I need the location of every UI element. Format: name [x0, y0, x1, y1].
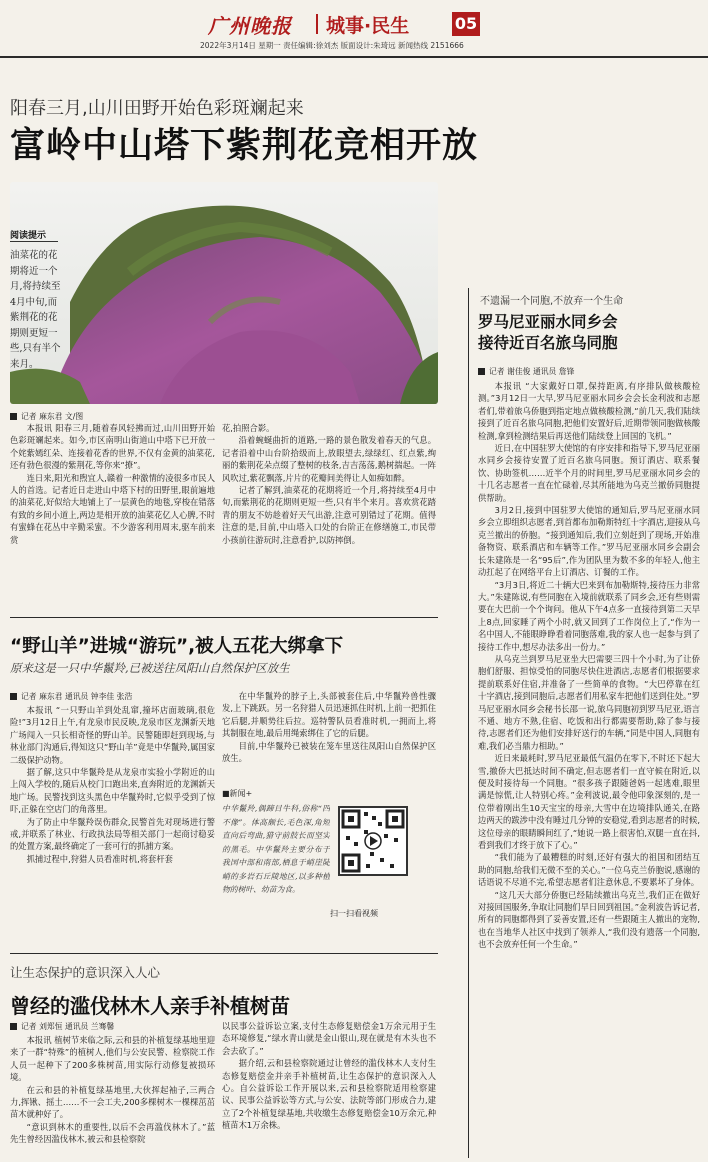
masthead-divider	[316, 14, 318, 34]
video-qr-code[interactable]	[338, 806, 408, 876]
paragraph: 近日,在中国驻罗大使馆的有序安排和指导下,罗马尼亚丽水同乡会接待安置了近百名旅乌同胞。预订酒店、联系餐饮、协助签机……近半个月的时间里,罗马尼亚丽水同乡会的十几名志愿者一直在忙碌着,尽其所能地为乌克兰撤侨同胞提供帮助。	[478, 443, 700, 503]
qr-caption: 扫一扫看视频	[330, 909, 378, 918]
paragraph: “这几天大部分侨胞已经陆续撤出乌克兰,我们正在做好对接回国服务,争取让同胞们早日回到祖国。”金利波告诉记者,所有的同胞都得到了妥善安置,还有一些跟随主人撤出的宠物,也在当地华人社区中找到了领养人,“我们没有遗落一个同胞,也不会放弃任何一个生命。”	[478, 889, 700, 950]
paragraph: 以民事公益诉讼立案,支付生态修复赔偿金1万余元用于生态环境修复,“绿水青山就是金山银山,现在就是有木头也不会去砍了。”	[222, 1021, 436, 1056]
hillside-flowers-photo	[10, 182, 438, 404]
paragraph: 抓捕过程中,狩猎人员看准时机,将套杆套	[26, 853, 173, 864]
section-divider	[10, 953, 438, 954]
sheep-subhead: 原来这是一只中华鬣羚,已被送往凤阳山自然保护区放生	[10, 661, 290, 675]
diaspora-body	[478, 380, 700, 1156]
sheep-column-2	[222, 690, 436, 786]
sheep-byline-text: 记者 麻东君 通讯员 钟李佳 张浩	[21, 692, 133, 701]
forest-headline: 曾经的滥伐林木人亲手补植树苗	[10, 994, 290, 1018]
forest-byline	[10, 1021, 114, 1032]
reading-tip-text: 油菜花的花期将近一个月,将持续至4月中旬,而紫荆花的花期则更短一些,只有半个来月。	[10, 250, 61, 370]
paper-name: 广州晚报	[208, 14, 292, 38]
header-rule	[0, 56, 708, 58]
news-plus-label: ■新闻+	[222, 789, 253, 798]
lead-column-2	[222, 422, 436, 602]
paragraph: “3月3日,将近二十辆大巴来到布加勒斯特,接待压力非常大。”朱建陈说,有些同胞在入境前就联系了同乡会,还有些则需要在大巴前一个个询问。他从下午4点多一直接待到第二天早上8点,回家睡了两个小时,就又回到了工作岗位上了,“作为一名中国人,不能眼睁睁看着同胞落难,我的家人也一起参与到了接待工作中,想尽办法多出一份力。”	[478, 579, 700, 652]
paragraph: 本报讯 植树节来临之际,云和县的补植复绿基地里迎来了一群“特殊”的植树人,他们与公安民警、检察院工作人员一起种下了200多株树苗,用实际行动修复被损环境。	[10, 1035, 215, 1083]
lead-column-1	[10, 422, 215, 602]
diaspora-byline-text: 记者 谢佳俊 通讯员 詹锋	[489, 367, 575, 376]
paragraph: 记者了解到,油菜花的花期将近一个月,将持续至4月中旬,而紫荆花的花期则更短一些,只有半个来月。喜欢赏花踏青的朋友不妨趁着好天气出游,注意可别错过了花期。值得注意的是,目前,中山塔入口处的台阶正在修缮施工,市民带小孩前往游玩时,注意看护,以防摔倒。	[222, 485, 436, 545]
paragraph: 沿着蜿蜒曲折的道路,一路的景色散发着春天的气息。记者沿着中山台阶拾级而上,放眼望去,绿绿红、红点紫,绚丽的紫荆花朵点缀了整树的枝条,吉吉荡荡,鹅树揣起。一阵风吹过,紫花飘落,片片的花瓣间美得让人如痴如醉。	[222, 435, 436, 483]
masthead-info: 2022年3月14日 星期一 责任编辑:徐刘杰 版面设计:朱琦远 新闻热线 2151666	[200, 41, 464, 50]
serow-description: 中华鬣羚,偶蹄目牛科,俗称“四不像”。体高颇长,毛色深,角短直向后弯曲,猎守前肢长而坚实的黑毛。中华鬣羚主要分布于我国中部和南部,栖息于峭崖陡峭的多岩石丘陵地区,以多种植物的树叶、幼苗为食。	[222, 804, 330, 894]
section-name: 城事·民生	[326, 15, 410, 37]
paragraph: 为了防止中华鬣羚误伤群众,民警首先对现场进行警戒,并联系了林业、行政执法局等相关部门一起商讨稳妥的处置方案,最终确定了一套可行的抓捕方案。	[10, 816, 215, 852]
lead-byline-text: 记者 麻东君 文/图	[21, 412, 84, 421]
forest-kicker: 让生态保护的意识深入人心	[10, 965, 161, 980]
paragraph: 据介绍,云和县检察院通过让曾经的滥伐林木人支付生态修复赔偿金并亲手补植树苗,让生态保护的意识深入人心。自公益诉讼工作开展以来,云和县检察院适用检察建议、民事公益诉讼等方式,与公安、法院等部门形成合力,建立了2个补植复绿基地,共收缴生态修复赔偿金10万余元,种植苗木1万余株。	[222, 1058, 436, 1131]
forest-column-2	[222, 1020, 436, 1158]
diaspora-byline	[478, 366, 574, 377]
forest-column-1	[10, 1034, 215, 1158]
byline-marker-icon	[478, 368, 485, 375]
masthead	[208, 10, 694, 42]
paragraph: 在云和县的补植复绿基地里,大伙挥起袖子,三两合力,挥锹、摇土……不一会工夫,200多棵树木一棵棵茁茁苗木就种好了。	[10, 1084, 215, 1120]
paragraph: 本报讯 “一只野山羊到处乱窜,撞坏店面玻璃,很危险!”3月12日上午,有龙泉市民反映,龙泉市区龙渊新天地广场闯入一只长相奇怪的野山羊。民警随即赶到现场,与林业部门沟通后,得知这只“野山羊”竟是中华鬣羚,属国家二级保护动物。	[10, 705, 215, 765]
paragraph: 本报讯 “大家戴好口罩,保持距离,有序排队做核酸检测。”3月12日一大早,罗马尼亚丽水同乡会会长金利波和志愿者们,带着旅乌侨胞到指定地点做核酸检测,“前几天,我们陆续接到了近百名旅乌同胞,把他们安置好后,近期带领同胞做核酸检测,拿到检测结果后再送他们陆续登上回国的飞机。”	[478, 381, 700, 441]
headline-line: 罗马尼亚丽水同乡会 接待近百名旅乌同胞	[478, 313, 618, 352]
paragraph: “我们能为了最糟糕的时刻,还好有强大的祖国和团结互助的同胞,给我们无微不至的关心。”一位乌克兰侨胞说,感谢的话语说不尽道不完,希望志愿者们注意休息,不要累坏了身体。	[478, 852, 700, 888]
diaspora-headline	[478, 312, 698, 354]
paragraph: “意识到林木的重要性,以后不会再滥伐林木了。”蓝先生曾经因滥伐林木,被云和县检察院	[10, 1121, 215, 1145]
byline-marker-icon	[10, 693, 17, 700]
sheep-headline: “野山羊”进城“游玩”,被人五花大绑拿下	[10, 636, 344, 657]
forest-byline-text: 记者 刘郑恒 通讯员 兰骞馨	[21, 1022, 115, 1031]
lead-kicker: 阳春三月,山川田野开始色彩斑斓起来	[10, 98, 304, 119]
paragraph: 花,拍照合影。	[222, 423, 275, 433]
sheep-byline	[10, 691, 132, 702]
paragraph: 近日来最耗时,罗马尼亚最低气温仍在零下,不时还下起大雪,撤侨大巴抵达时间不确定,但志愿者们一直守候在附近,以便及时接待每一个同胞。“很多孩子跟随爸妈一起逃难,眼里满是惊慌,让人特别心疼。”金利波说,最令他印象深刻的,是一位带着刚出生10天宝宝的母亲,大雪中在边境排队通关,在路边两天的跋涉中没有睡过几分钟的安稳觉,看到志愿者的时候,这位母亲的眼睛瞬间红了,“她说一路上很害怕,双腿一直在抖,看到我们才终于放下了心。”	[478, 753, 700, 851]
section-divider	[10, 617, 438, 618]
paragraph: 3月2日,接到中国驻罗大使馆的通知后,罗马尼亚丽水同乡会立即组织志愿者,到首都布加勒斯特红十字酒店,迎接从乌克兰撤出的侨胞。“接到通知后,我们立刻赶到了现场,开始准备物资、联系酒店和车辆等工作。”罗马尼亚丽水同乡会副会长朱建陈是一名“95后”,作为团队里为数不多的年轻人,他主动扛起了在网络平台上订酒店、订餐的工作。	[478, 505, 700, 578]
diaspora-kicker: 不遗漏一个同胞,不放弃一个生命	[480, 296, 624, 307]
column-divider	[468, 288, 469, 1158]
byline-marker-icon	[10, 413, 17, 420]
paragraph: 连日来,阳光和煦宜人,赣着一种激情的凌很多市民人人的首选。记者近日走进山中塔下村的田野里,眼前遍地的油菜花,好似给大地铺上了一层黄色的地毯,穿梭在错落有致的乡间小道上,两边是相开放的油菜花亿人心脾,不时有蜜蜂在花丛中辛勤采蜜。不少游客利用周末,驱车前来赏	[10, 472, 215, 545]
sheep-column-1	[10, 704, 215, 952]
reading-tip	[10, 228, 64, 368]
paragraph: 据了解,这只中华鬣羚是从龙泉市实验小学附近的山上闯入学校的,随后从校门口跑出来,直奔附近的龙渊新天地广场。民警找到这头黑色中华鬣羚时,它似乎受到了惊吓,正躲在空店门的角落里。	[10, 767, 215, 815]
paragraph: 在中华鬣羚的脖子上,头部被套住后,中华鬣羚兽性骤发,上下跳跃。另一名狩猎人员迅速抓住时机,上前一把抓住它后腿,并顺势往后拉。巡特警队员看准时机,一拥而上,将其制服在地,最后用绳索绑住了它的后腿。	[222, 691, 436, 739]
paragraph: 本报讯 阳春三月,随着春风轻拂而过,山川田野开始色彩斑斓起来。如今,市区南明山街道山中塔下已开放一个姹紫嫣红朵、连接着花香的世界,不仅有金黄的油菜花,还有勃色很漫的紫荆花,等你来“撩”。	[10, 423, 215, 471]
paragraph: 目前,中华鬣羚已被装在笼车里送往凤阳山自然保护区放生。	[222, 740, 436, 764]
paragraph: 从乌克兰到罗马尼亚坐大巴需要三四十个小时,为了让侨胞们舒服、担惊受怕的同胞尽快住进酒店,志愿者们根据要求提前联系好住宿,并准备了一些简单的食物。“大巴停靠在红十字酒店,接到同胞后,志愿者们用私家车把他们送到住处。”罗马尼亚丽水同乡会秘书长邵一说,旅乌同胞初到罗马尼亚,语言不通、地方不熟,住宿、吃饭和出行都需要帮助,除了参与接待,志愿者们还为他们安排好送行的车辆,“同是中国人,同胞有难,我们必当鼎力相助。”	[478, 653, 700, 751]
reading-tip-label: 阅读提示	[10, 228, 58, 242]
byline-marker-icon	[10, 1023, 17, 1030]
lead-headline: 富岭中山塔下紫荆花竞相开放	[10, 126, 479, 166]
lead-byline	[10, 411, 83, 422]
page-number: 05	[452, 12, 480, 36]
